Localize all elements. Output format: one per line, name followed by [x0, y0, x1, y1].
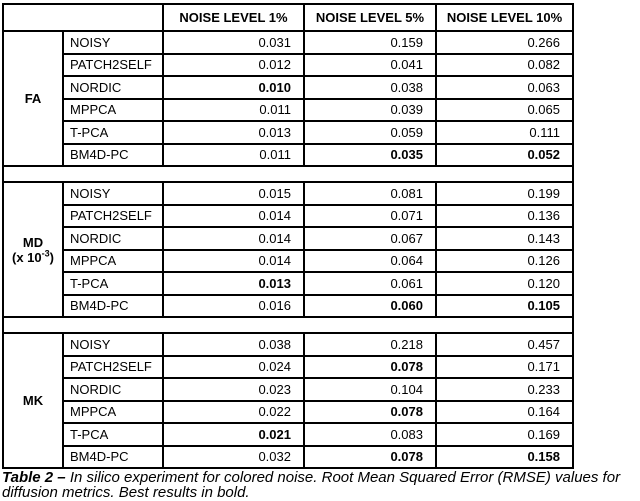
spacer-cell — [4, 167, 574, 183]
value-cell: 0.032 — [164, 447, 305, 470]
table-row — [4, 145, 574, 168]
table-row — [4, 447, 574, 470]
table-row — [4, 251, 574, 274]
value-cell: 0.199 — [437, 183, 574, 206]
table-row — [4, 334, 574, 357]
value-cell: 0.136 — [437, 206, 574, 229]
method-cell: NORDIC — [64, 77, 164, 100]
value-cell: 0.158 — [437, 447, 574, 470]
caption-separator: – — [53, 469, 70, 486]
section-spacer — [4, 318, 574, 334]
spacer-cell — [4, 318, 574, 334]
value-cell: 0.218 — [305, 334, 437, 357]
method-cell: BM4D-PC — [64, 296, 164, 319]
table-caption — [2, 470, 640, 500]
value-cell: 0.012 — [164, 55, 305, 78]
value-cell: 0.052 — [437, 145, 574, 168]
method-cell: NORDIC — [64, 379, 164, 402]
value-cell: 0.120 — [437, 273, 574, 296]
table-row — [4, 100, 574, 123]
value-cell: 0.078 — [305, 402, 437, 425]
value-cell: 0.081 — [305, 183, 437, 206]
method-cell: MPPCA — [64, 100, 164, 123]
value-cell: 0.010 — [164, 77, 305, 100]
value-cell: 0.059 — [305, 122, 437, 145]
method-cell: T-PCA — [64, 273, 164, 296]
value-cell: 0.083 — [305, 424, 437, 447]
metric-label-md-main: MD — [22, 234, 44, 250]
value-cell: 0.013 — [164, 122, 305, 145]
value-cell: 0.143 — [437, 228, 574, 251]
metric-label-mk: MK — [4, 334, 64, 469]
caption-line-1 — [2, 470, 640, 485]
method-cell: PATCH2SELF — [64, 357, 164, 380]
table-row — [4, 228, 574, 251]
value-cell: 0.023 — [164, 379, 305, 402]
value-cell: 0.104 — [305, 379, 437, 402]
method-cell: T-PCA — [64, 122, 164, 145]
value-cell: 0.064 — [305, 251, 437, 274]
table-row — [4, 122, 574, 145]
value-cell: 0.078 — [305, 357, 437, 380]
value-cell: 0.014 — [164, 251, 305, 274]
value-cell: 0.011 — [164, 145, 305, 168]
value-cell: 0.038 — [305, 77, 437, 100]
corner-cell — [4, 5, 164, 32]
value-cell: 0.022 — [164, 402, 305, 425]
value-cell: 0.169 — [437, 424, 574, 447]
value-cell: 0.014 — [164, 228, 305, 251]
method-cell: NOISY — [64, 334, 164, 357]
value-cell: 0.071 — [305, 206, 437, 229]
value-cell: 0.111 — [437, 122, 574, 145]
results-table — [2, 3, 574, 469]
value-cell: 0.060 — [305, 296, 437, 319]
method-cell: PATCH2SELF — [64, 55, 164, 78]
header-noise-level-1: NOISE LEVEL 1% — [164, 5, 305, 32]
metric-label-md-scale: (x $10^{-3}$) — [12, 248, 54, 265]
value-cell: 0.035 — [305, 145, 437, 168]
table-row — [4, 183, 574, 206]
table-row — [4, 77, 574, 100]
header-noise-level-10: NOISE LEVEL 10% — [437, 5, 574, 32]
caption-text-2: diffusion metrics. Best results in bold. — [2, 484, 250, 501]
value-cell: 0.041 — [305, 55, 437, 78]
method-cell: NOISY — [64, 32, 164, 55]
table-row — [4, 32, 574, 55]
metric-label-fa: FA — [4, 32, 64, 167]
value-cell: 0.039 — [305, 100, 437, 123]
value-cell: 0.061 — [305, 273, 437, 296]
value-cell: 0.457 — [437, 334, 574, 357]
method-cell: BM4D-PC — [64, 145, 164, 168]
value-cell: 0.011 — [164, 100, 305, 123]
value-cell: 0.266 — [437, 32, 574, 55]
method-cell: MPPCA — [64, 402, 164, 425]
value-cell: 0.078 — [305, 447, 437, 470]
value-cell: 0.014 — [164, 206, 305, 229]
value-cell: 0.065 — [437, 100, 574, 123]
table-row — [4, 424, 574, 447]
table-row — [4, 357, 574, 380]
value-cell: 0.164 — [437, 402, 574, 425]
value-cell: 0.031 — [164, 32, 305, 55]
caption-label: Table 2 — [2, 469, 54, 486]
header-noise-level-5: NOISE LEVEL 5% — [305, 5, 437, 32]
method-cell: MPPCA — [64, 251, 164, 274]
value-cell: 0.016 — [164, 296, 305, 319]
value-cell: 0.105 — [437, 296, 574, 319]
table-row — [4, 379, 574, 402]
method-cell: BM4D-PC — [64, 447, 164, 470]
table-row — [4, 296, 574, 319]
value-cell: 0.082 — [437, 55, 574, 78]
value-cell: 0.159 — [305, 32, 437, 55]
method-cell: T-PCA — [64, 424, 164, 447]
value-cell: 0.038 — [164, 334, 305, 357]
value-cell: 0.015 — [164, 183, 305, 206]
method-cell: PATCH2SELF — [64, 206, 164, 229]
caption-text-1: In silico experiment for colored noise. Root Mean Squared Error (RMSE) values for — [69, 469, 621, 486]
value-cell: 0.126 — [437, 251, 574, 274]
table-row — [4, 402, 574, 425]
header-row — [4, 5, 574, 32]
table-row — [4, 55, 574, 78]
value-cell: 0.233 — [437, 379, 574, 402]
metric-label-md — [4, 183, 64, 318]
value-cell: 0.171 — [437, 357, 574, 380]
table-row — [4, 273, 574, 296]
value-cell: 0.021 — [164, 424, 305, 447]
value-cell: 0.024 — [164, 357, 305, 380]
method-cell: NOISY — [64, 183, 164, 206]
value-cell: 0.063 — [437, 77, 574, 100]
method-cell: NORDIC — [64, 228, 164, 251]
table-row — [4, 206, 574, 229]
section-spacer — [4, 167, 574, 183]
value-cell: 0.013 — [164, 273, 305, 296]
caption-line-2 — [2, 485, 640, 500]
value-cell: 0.067 — [305, 228, 437, 251]
